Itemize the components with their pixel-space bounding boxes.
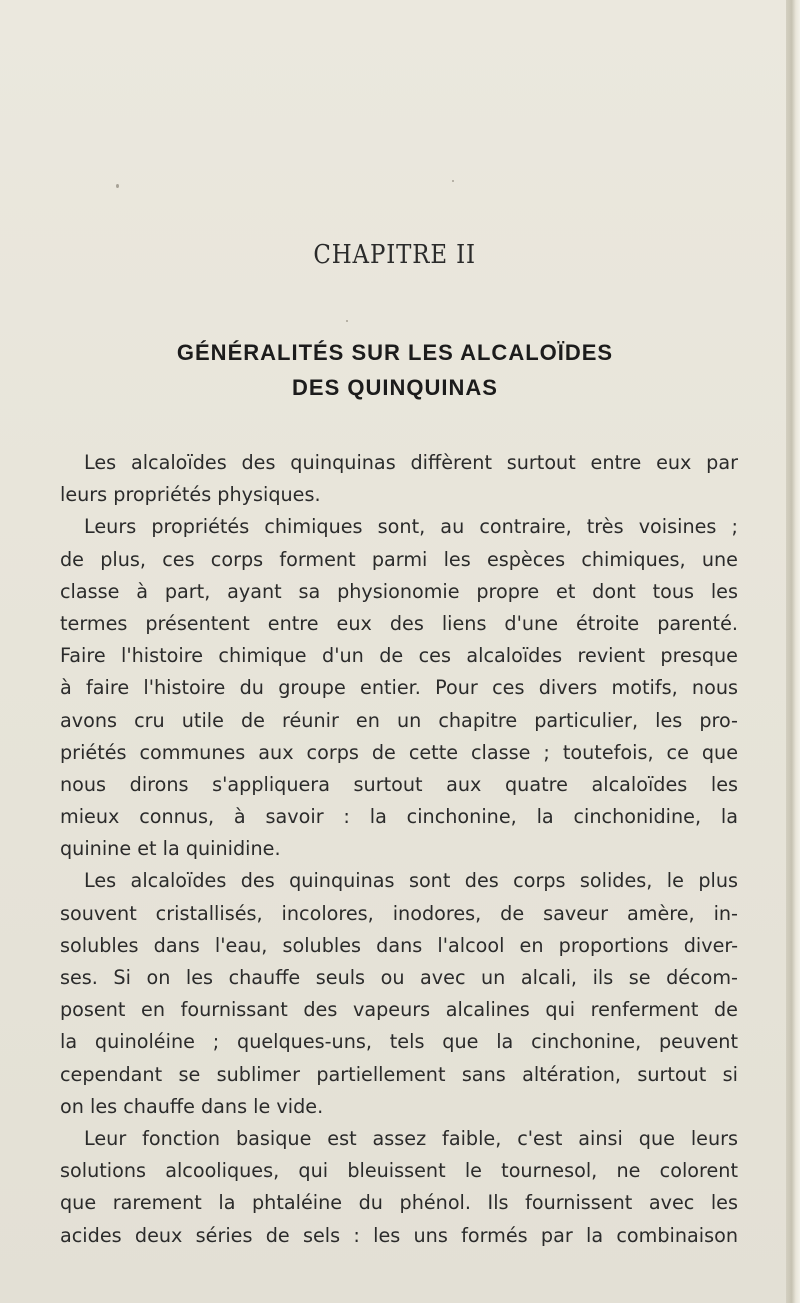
page-edge-shadow xyxy=(786,0,800,1303)
text-line: classe à part, ayant sa physionomie propre et dont tous les xyxy=(60,579,738,603)
text-line: on les chauffe dans le vide. xyxy=(60,1094,324,1118)
text-line: solubles dans l'eau, solubles dans l'alcool en proportions diver- xyxy=(60,933,738,957)
chapter-number: CHAPITRE II xyxy=(313,240,476,270)
text-line: ses. Si on les chauffe seuls ou avec un alcali, ils se décom- xyxy=(60,966,738,989)
text-line: leurs propriétés physiques. xyxy=(60,483,321,507)
text-line: à faire l'histoire du groupe entier. Pour ces divers motifs, nous xyxy=(60,676,738,700)
text-line: solutions alcooliques, qui bleuissent le tournesol, ne colorent xyxy=(60,1159,738,1183)
text-line: la quinoléine ; quelques-uns, tels que la cinchonine, peuvent xyxy=(60,1030,738,1054)
section-title-line-1: GÉNÉRALITÉS SUR LES ALCALOÏDES xyxy=(176,340,614,365)
text-line: quinine et la quinidine. xyxy=(60,837,281,861)
paper-speck xyxy=(346,320,348,322)
text-line: souvent cristallisés, incolores, inodores, de saveur amère, in- xyxy=(60,901,738,925)
body-text xyxy=(60,447,738,1252)
text-line: avons cru utile de réunir en un chapitre particulier, les pro- xyxy=(60,708,738,732)
section-title-line-2: DES QUINQUINAS xyxy=(292,375,498,400)
text-line: termes présentent entre eux des liens d'une étroite parenté. xyxy=(60,611,738,635)
text-line: que rarement la phtaléine du phénol. Ils fournissent avec les xyxy=(60,1191,738,1215)
text-line: nous dirons s'appliquera surtout aux quatre alcaloïdes les xyxy=(60,772,738,796)
text-line: de plus, ces corps forment parmi les espèces chimiques, une xyxy=(60,547,738,571)
text-line: mieux connus, à savoir : la cinchonine, la cinchonidine, la xyxy=(60,805,738,829)
text-line: Faire l'histoire chimique d'un de ces alcaloïdes revient presque xyxy=(60,644,738,668)
paper-speck xyxy=(116,184,119,188)
text-line: posent en fournissant des vapeurs alcalines qui renferment de xyxy=(60,998,738,1022)
text-line: acides deux séries de sels : les uns formés par la combinaison xyxy=(60,1223,738,1247)
paper-speck xyxy=(452,180,454,182)
text-line: cependant se sublimer partiellement sans altération, surtout si xyxy=(60,1062,738,1086)
text-line: Leurs propriétés chimiques sont, au contraire, très voisines ; xyxy=(84,515,738,539)
text-line: Les alcaloïdes des quinquinas sont des corps solides, le plus xyxy=(84,869,738,893)
text-line: Les alcaloïdes des quinquinas diffèrent surtout entre eux par xyxy=(84,451,738,474)
text-line: priétés communes aux corps de cette classe ; toutefois, ce que xyxy=(60,740,738,764)
text-line: Leur fonction basique est assez faible, c'est ainsi que leurs xyxy=(84,1126,738,1150)
